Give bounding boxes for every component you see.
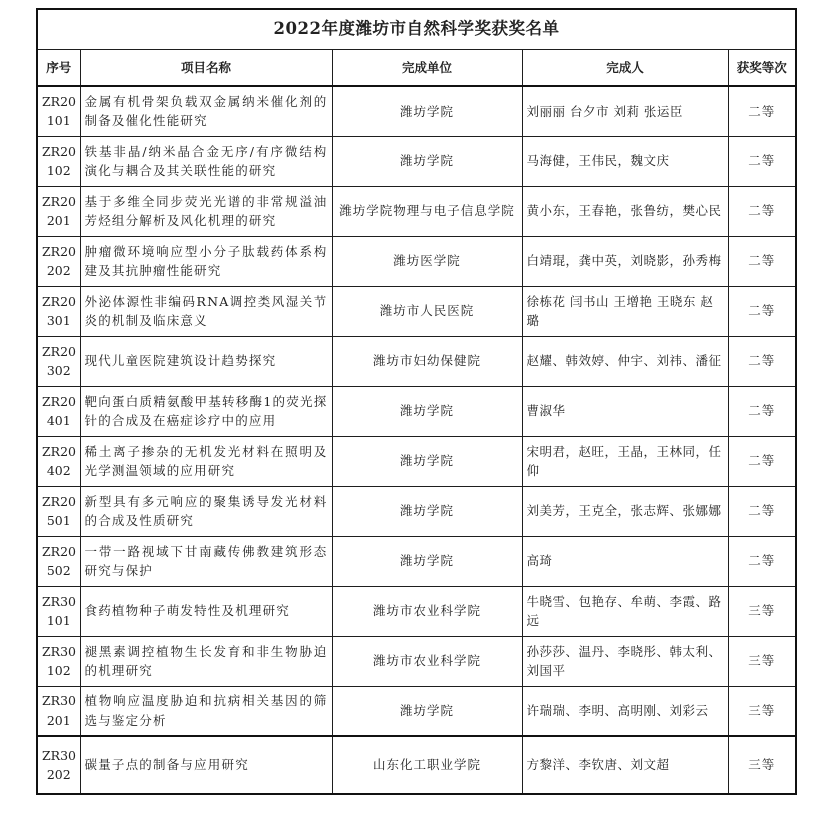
award-cell: 二等 <box>728 436 796 486</box>
serial-line-1: ZR30 <box>42 593 77 609</box>
serial-cell <box>37 236 80 286</box>
project-name-cell: 金属有机骨架负载双金属纳米催化剂的制备及催化性能研究 <box>80 86 332 136</box>
table-row <box>37 586 796 636</box>
project-name-cell: 一带一路视域下甘南藏传佛教建筑形态研究与保护 <box>80 536 332 586</box>
unit-cell: 潍坊学院 <box>332 136 522 186</box>
award-cell: 二等 <box>728 236 796 286</box>
award-cell: 二等 <box>728 186 796 236</box>
members-cell: 刘美芳，王克全，张志辉、张娜娜 <box>522 486 728 536</box>
table-row <box>37 636 796 686</box>
members-cell: 马海健，王伟民，魏文庆 <box>522 136 728 186</box>
unit-cell: 潍坊市妇幼保健院 <box>332 336 522 386</box>
project-name-cell: 植物响应温度胁迫和抗病相关基因的筛选与鉴定分析 <box>80 686 332 736</box>
serial-line-2: 202 <box>46 767 71 782</box>
project-name-cell: 食药植物种子萌发特性及机理研究 <box>80 586 332 636</box>
serial-line-1: ZR20 <box>42 493 77 509</box>
table-row <box>37 386 796 436</box>
table-row <box>37 736 796 794</box>
unit-cell: 潍坊市农业科学院 <box>332 586 522 636</box>
serial-cell <box>37 286 80 336</box>
serial-cell <box>37 336 80 386</box>
column-header-project: 项目名称 <box>80 49 332 86</box>
project-name-cell: 肿瘤微环境响应型小分子肽载药体系构建及其抗肿瘤性能研究 <box>80 236 332 286</box>
serial-cell <box>37 486 80 536</box>
award-cell: 二等 <box>728 486 796 536</box>
unit-cell: 潍坊学院 <box>332 486 522 536</box>
members-cell: 方黎洋、李钦唐、刘文超 <box>522 736 728 794</box>
members-cell: 曹淑华 <box>522 386 728 436</box>
award-cell: 二等 <box>728 536 796 586</box>
project-name-cell: 新型具有多元响应的聚集诱导发光材料的合成及性质研究 <box>80 486 332 536</box>
members-cell: 黄小东，王春艳，张鲁纺，樊心民 <box>522 186 728 236</box>
award-list-table <box>36 8 797 795</box>
serial-cell <box>37 636 80 686</box>
unit-cell: 潍坊学院物理与电子信息学院 <box>332 186 522 236</box>
serial-line-2: 101 <box>46 113 71 129</box>
serial-line-2: 202 <box>46 263 71 278</box>
serial-line-1: ZR30 <box>42 747 77 763</box>
serial-line-1: ZR30 <box>42 643 77 659</box>
serial-line-2: 201 <box>46 712 71 728</box>
serial-line-1: ZR20 <box>42 243 77 259</box>
members-cell: 徐栋花 闫书山 王增艳 王晓东 赵璐 <box>522 286 728 336</box>
award-cell: 三等 <box>728 636 796 686</box>
award-cell: 三等 <box>728 586 796 636</box>
members-cell: 高琦 <box>522 536 728 586</box>
table-title-row <box>37 9 796 49</box>
table-row <box>37 436 796 486</box>
serial-cell <box>37 86 80 136</box>
members-cell: 白靖琨，龚中英，刘晓影，孙秀梅 <box>522 236 728 286</box>
table-header-row <box>37 49 796 86</box>
table-row <box>37 686 796 736</box>
serial-line-1: ZR20 <box>42 93 77 109</box>
unit-cell: 潍坊医学院 <box>332 236 522 286</box>
serial-line-1: ZR20 <box>42 293 77 309</box>
project-name-cell: 靶向蛋白质精氨酸甲基转移酶1的荧光探针的合成及在癌症诊疗中的应用 <box>80 386 332 436</box>
serial-line-2: 302 <box>46 363 71 378</box>
table-row <box>37 336 796 386</box>
serial-line-2: 402 <box>46 463 71 478</box>
serial-line-2: 102 <box>46 663 71 678</box>
serial-line-1: ZR20 <box>42 393 77 409</box>
table-row <box>37 536 796 586</box>
award-cell: 二等 <box>728 136 796 186</box>
members-cell: 牛晓雪、包艳存、牟萌、李霞、路远 <box>522 586 728 636</box>
column-header-award: 获奖等次 <box>728 49 796 86</box>
serial-line-2: 102 <box>46 163 71 178</box>
serial-line-1: ZR30 <box>42 693 77 709</box>
unit-cell: 潍坊学院 <box>332 386 522 436</box>
serial-cell <box>37 586 80 636</box>
members-cell: 刘丽丽 台夕市 刘莉 张运臣 <box>522 86 728 136</box>
table-row <box>37 286 796 336</box>
members-cell: 宋明君，赵旺，王晶，王林同，任仰 <box>522 436 728 486</box>
project-name-cell: 碳量子点的制备与应用研究 <box>80 736 332 794</box>
unit-cell: 潍坊市人民医院 <box>332 286 522 336</box>
column-header-unit: 完成单位 <box>332 49 522 86</box>
project-name-cell: 稀土离子掺杂的无机发光材料在照明及光学测温领域的应用研究 <box>80 436 332 486</box>
table-row <box>37 486 796 536</box>
project-name-cell: 基于多维全同步荧光光谱的非常规溢油芳烃组分解析及风化机理的研究 <box>80 186 332 236</box>
column-header-members: 完成人 <box>522 49 728 86</box>
award-cell: 三等 <box>728 686 796 736</box>
serial-cell <box>37 386 80 436</box>
award-cell: 三等 <box>728 736 796 794</box>
project-name-cell: 现代儿童医院建筑设计趋势探究 <box>80 336 332 386</box>
award-cell: 二等 <box>728 386 796 436</box>
unit-cell: 潍坊学院 <box>332 536 522 586</box>
unit-cell: 潍坊学院 <box>332 436 522 486</box>
project-name-cell: 铁基非晶/纳米晶合金无序/有序微结构演化与耦合及其关联性能的研究 <box>80 136 332 186</box>
serial-line-2: 502 <box>46 563 71 578</box>
unit-cell: 潍坊学院 <box>332 686 522 736</box>
serial-line-1: ZR20 <box>42 193 77 209</box>
column-header-serial: 序号 <box>37 49 80 86</box>
serial-line-1: ZR20 <box>42 543 77 559</box>
serial-cell <box>37 186 80 236</box>
serial-line-2: 201 <box>46 213 71 228</box>
unit-cell: 潍坊市农业科学院 <box>332 636 522 686</box>
serial-line-2: 301 <box>46 313 71 328</box>
table-row <box>37 186 796 236</box>
table-row <box>37 136 796 186</box>
award-cell: 二等 <box>728 336 796 386</box>
serial-line-2: 501 <box>46 513 71 528</box>
table-row <box>37 86 796 136</box>
table-row <box>37 236 796 286</box>
serial-cell <box>37 686 80 736</box>
members-cell: 赵耀、韩效婷、仲宇、刘祎、潘征 <box>522 336 728 386</box>
serial-line-1: ZR20 <box>42 443 77 459</box>
award-cell: 二等 <box>728 286 796 336</box>
project-name-cell: 外泌体源性非编码RNA调控类风湿关节炎的机制及临床意义 <box>80 286 332 336</box>
serial-cell <box>37 436 80 486</box>
serial-cell <box>37 736 80 794</box>
members-cell: 许瑞瑞、李明、高明刚、刘彩云 <box>522 686 728 736</box>
serial-line-2: 401 <box>46 413 71 428</box>
award-cell: 二等 <box>728 86 796 136</box>
unit-cell: 山东化工职业学院 <box>332 736 522 794</box>
project-name-cell: 褪黑素调控植物生长发育和非生物胁迫的机理研究 <box>80 636 332 686</box>
unit-cell: 潍坊学院 <box>332 86 522 136</box>
serial-line-2: 101 <box>46 613 71 628</box>
serial-cell <box>37 536 80 586</box>
serial-line-1: ZR20 <box>42 343 77 359</box>
serial-cell <box>37 136 80 186</box>
members-cell: 孙莎莎、温丹、李晓彤、韩太利、刘国平 <box>522 636 728 686</box>
serial-line-1: ZR20 <box>42 143 77 159</box>
page-title: 2022年度潍坊市自然科学奖获奖名单 <box>37 9 796 49</box>
